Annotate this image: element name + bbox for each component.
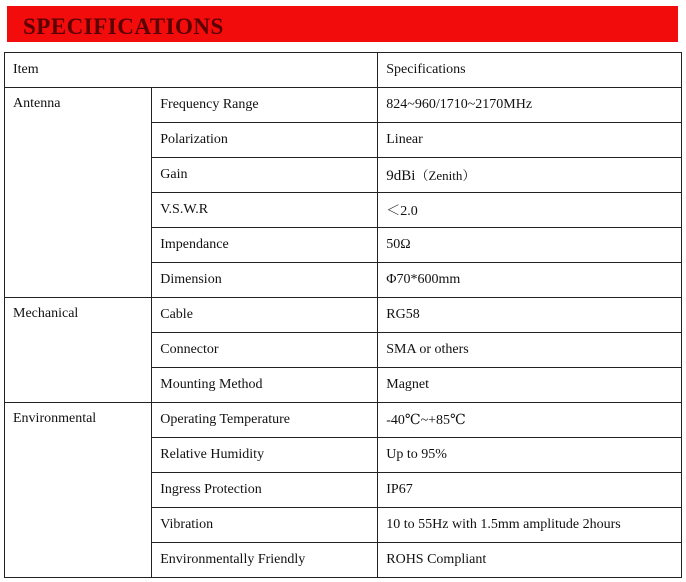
param-mounting-method: Mounting Method	[152, 368, 378, 403]
value-gain	[378, 158, 682, 193]
value-ingress-protection: IP67	[378, 473, 682, 508]
value-polarization: Linear	[378, 123, 682, 158]
value-frequency-range: 824~960/1710~2170MHz	[378, 88, 682, 123]
table-row	[5, 403, 682, 438]
param-vibration: Vibration	[152, 508, 378, 543]
value-environmentally-friendly: ROHS Compliant	[378, 543, 682, 578]
param-frequency-range: Frequency Range	[152, 88, 378, 123]
param-relative-humidity: Relative Humidity	[152, 438, 378, 473]
header-specifications: Specifications	[378, 53, 682, 88]
value-relative-humidity: Up to 95%	[378, 438, 682, 473]
param-cable: Cable	[152, 298, 378, 333]
table-row	[5, 88, 682, 123]
specifications-banner	[7, 6, 678, 42]
param-polarization: Polarization	[152, 123, 378, 158]
param-ingress-protection: Ingress Protection	[152, 473, 378, 508]
param-environmentally-friendly: Environmentally Friendly	[152, 543, 378, 578]
group-antenna: Antenna	[5, 88, 152, 298]
value-dimension: Φ70*600mm	[378, 263, 682, 298]
param-impendance: Impendance	[152, 228, 378, 263]
group-environmental: Environmental	[5, 403, 152, 578]
group-mechanical: Mechanical	[5, 298, 152, 403]
value-impendance: 50Ω	[378, 228, 682, 263]
value-vswr: ＜2.0	[378, 193, 682, 228]
param-vswr: V.S.W.R	[152, 193, 378, 228]
param-dimension: Dimension	[152, 263, 378, 298]
gain-value-main: 9dBi	[386, 168, 416, 184]
value-connector: SMA or others	[378, 333, 682, 368]
table-row	[5, 298, 682, 333]
value-cable: RG58	[378, 298, 682, 333]
header-item: Item	[5, 53, 378, 88]
specifications-table	[4, 52, 682, 578]
param-connector: Connector	[152, 333, 378, 368]
param-operating-temperature: Operating Temperature	[152, 403, 378, 438]
table-header-row	[5, 53, 682, 88]
gain-value-sub: （Zenith）	[415, 168, 476, 183]
value-operating-temperature: -40℃~+85℃	[378, 403, 682, 438]
param-gain: Gain	[152, 158, 378, 193]
banner-title: SPECIFICATIONS	[23, 14, 224, 39]
value-vibration: 10 to 55Hz with 1.5mm amplitude 2hours	[378, 508, 682, 543]
value-mounting-method: Magnet	[378, 368, 682, 403]
